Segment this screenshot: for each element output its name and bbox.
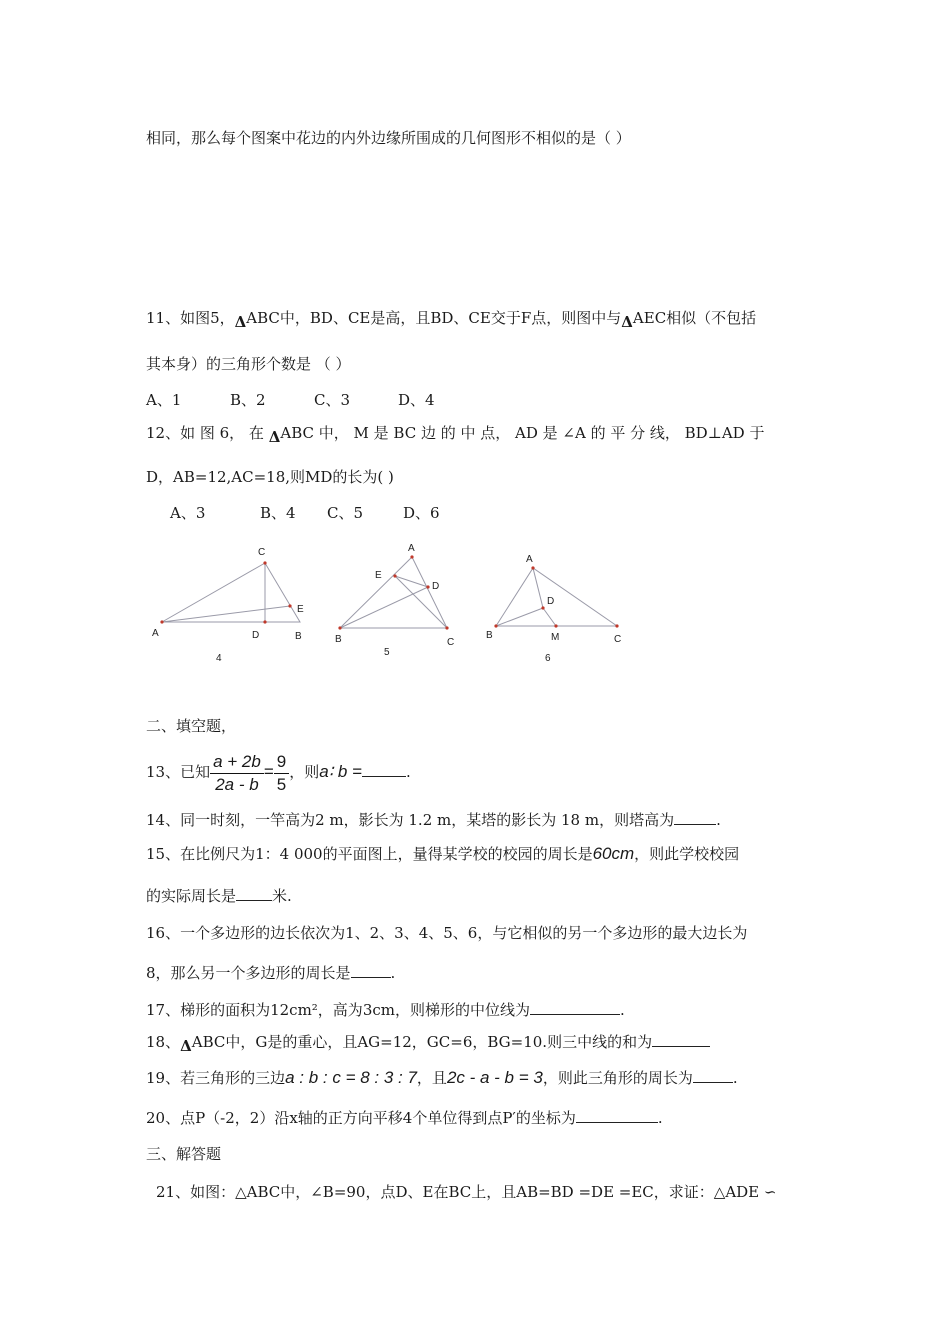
q14-text: 14、同一时刻，一竿高为2 m，影长为 1.2 m，某塔的影长为 18 m，则塔高为 [146, 811, 675, 829]
question-12-options [170, 503, 440, 523]
q13-mid: ，则 [289, 763, 320, 781]
question-12-line2: D，AB=12,AC=18,则MD的长为( ) [146, 468, 394, 486]
q12-text-a: 12、如 图 6， 在 [146, 424, 264, 442]
fig4-label-a: A [152, 628, 159, 639]
geometry-figures [140, 540, 640, 670]
q11-text-c: AEC相似（不包括 [632, 309, 757, 327]
triangle-symbol: Δ [621, 313, 633, 331]
q16-line2: 8，那么另一个多边形的周长是 [146, 964, 351, 982]
question-20 [146, 1108, 663, 1128]
option-c: C、3 [314, 391, 351, 409]
q18-prefix: 18、 [146, 1033, 181, 1051]
option-b: B、2 [230, 391, 266, 409]
fig5-label-b: B [335, 634, 342, 645]
fig6-label-b: B [486, 630, 493, 641]
intro-line: 相同，那么每个图案中花边的内外边缘所围成的几何图形不相似的是（ ） [146, 129, 631, 147]
q13-prefix: 13、已知 [146, 763, 211, 781]
q19-end-text: ，则此三角形的周长为 [542, 1069, 693, 1087]
fig6-label-c: C [614, 634, 622, 645]
fig6-label-m: M [551, 632, 560, 643]
q15-text: 15、在比例尺为1：4 000的平面图上，量得某学校的校园的周长是 [146, 845, 593, 863]
fig5-label-c: C [447, 637, 455, 648]
fig5-caption: 5 [384, 647, 390, 658]
option-d: D、6 [403, 504, 440, 522]
fig6-label-a: A [526, 554, 533, 565]
q13-denominator-2: 5 [276, 774, 287, 794]
fig5-label-d: D [432, 581, 440, 592]
figure-6 [486, 554, 621, 664]
option-d: D、4 [398, 391, 435, 409]
q13-numerator-2: 9 [274, 751, 289, 774]
question-12-line1 [146, 423, 765, 446]
figure-4 [152, 547, 304, 664]
q13-fraction-2 [274, 751, 289, 796]
q15-line2: 的实际周长是 [146, 887, 237, 905]
q15-text-end: ，则此学校校园 [634, 845, 740, 863]
question-14 [146, 810, 721, 830]
q17-text: 17、梯形的面积为12cm²，高为3cm，则梯形的中位线为 [146, 1001, 530, 1019]
q14-end: . [716, 811, 721, 829]
question-11-line2: 其本身）的三角形个数是 （ ） [146, 355, 351, 373]
question-11-options [146, 390, 435, 410]
figure-5 [335, 543, 454, 658]
q16-end: . [390, 964, 396, 982]
fig4-label-c: C [258, 547, 266, 558]
fig4-caption: 4 [216, 653, 222, 664]
q20-end: . [657, 1109, 663, 1127]
q17-end: . [619, 1001, 625, 1019]
q19-ratio: a : b : c = 8 : 3 : 7 [285, 1068, 417, 1087]
question-16-line1: 16、一个多边形的边长依次为1、2、3、4、5、6，与它相似的另一个多边形的最大边长为 [146, 924, 748, 942]
q13-fraction [210, 751, 264, 796]
answer-blank[interactable] [351, 963, 391, 978]
answer-blank[interactable] [652, 1032, 710, 1047]
section-2-title: 二、填空题， [146, 717, 237, 735]
answer-blank[interactable] [674, 810, 716, 825]
question-18 [146, 1032, 710, 1055]
answer-blank[interactable] [530, 1000, 620, 1015]
triangle-symbol: Δ [234, 313, 247, 331]
q12-text-b: ABC 中， M 是 BC 边 的 中 点， AD 是 ∠A 的 平 分 线， BD⊥AD 于 [280, 424, 765, 442]
option-b: B、4 [260, 504, 296, 522]
option-c: C、5 [327, 504, 364, 522]
question-15-line2 [146, 886, 292, 906]
triangle-symbol: Δ [268, 428, 281, 446]
fig5-label-e: E [375, 570, 382, 581]
fig6-label-d: D [547, 596, 555, 607]
fig4-label-e: E [297, 604, 304, 615]
q11-text-a: 11、如图5， [146, 309, 235, 327]
fig4-label-d: D [252, 630, 260, 641]
question-19 [146, 1068, 738, 1088]
q19-mid: ，且 [416, 1069, 447, 1087]
question-13 [146, 748, 411, 796]
question-15-line1 [146, 844, 739, 864]
fig5-label-a: A [408, 543, 415, 554]
question-11-line1 [146, 308, 757, 331]
q13-denominator: 2a - b [215, 774, 259, 794]
option-a: A、3 [170, 504, 206, 522]
triangle-symbol: Δ [180, 1037, 192, 1055]
q13-equals: = [263, 762, 274, 781]
answer-blank[interactable] [362, 762, 406, 777]
answer-blank[interactable] [693, 1068, 733, 1083]
fig6-caption: 6 [545, 653, 551, 664]
option-a: A、1 [146, 391, 182, 409]
q19-prefix: 19、若三角形的三边 [146, 1069, 286, 1087]
q18-text: ABC中，G是的重心，且AG=12，GC=6，BG=10.则三中线的和为 [191, 1033, 653, 1051]
question-21: 21、如图：△ABC中，∠B=90，点D、E在BC上，且AB=BD =DE =EC，求证：△ADE ∽ [156, 1183, 777, 1201]
section-3-title: 三、解答题 [146, 1145, 222, 1163]
question-17 [146, 1000, 625, 1020]
q15-line2-end: 米. [272, 887, 292, 905]
q13-expression: a∶ b = [319, 762, 362, 781]
q19-end: . [732, 1069, 738, 1087]
fig4-label-b: B [295, 631, 302, 642]
q13-end: . [405, 763, 411, 781]
q19-equation: 2c - a - b = 3 [446, 1068, 543, 1087]
answer-blank[interactable] [236, 886, 272, 901]
q13-numerator: a + 2b [210, 751, 264, 774]
answer-blank[interactable] [576, 1108, 658, 1123]
q15-math: 60cm [592, 844, 635, 863]
question-16-line2 [146, 963, 395, 983]
q20-text: 20、点P（-2，2）沿x轴的正方向平移4个单位得到点P′的坐标为 [146, 1109, 576, 1127]
q11-text-b: ABC中，BD、CE是高，且BD、CE交于F点，则图中与 [246, 309, 622, 327]
